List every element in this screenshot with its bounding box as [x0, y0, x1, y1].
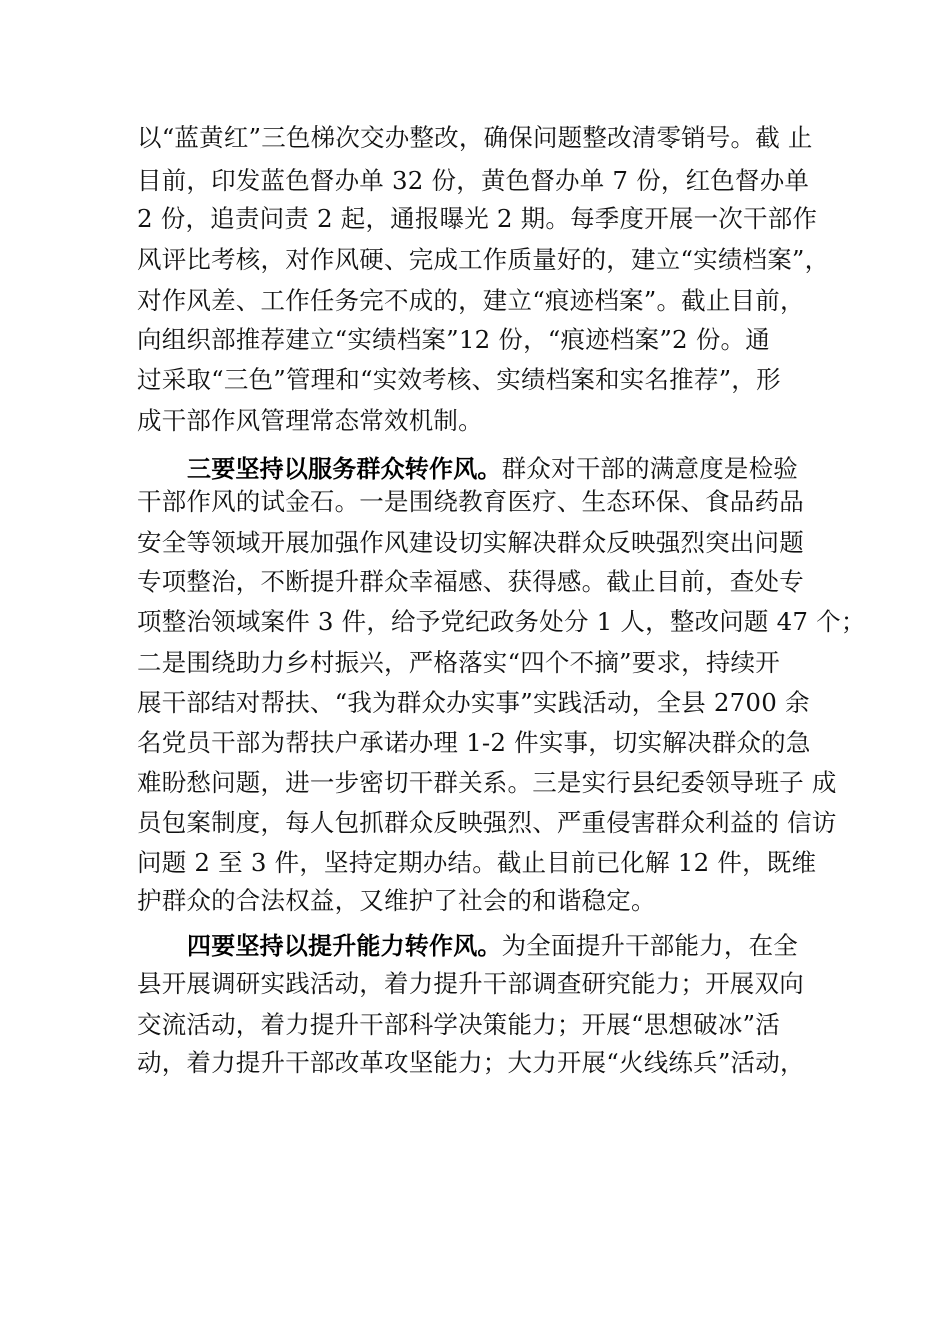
paragraph-2-line-2: 安全等领域开展加强作风建设切实解决群众反映强烈突出问题 [137, 528, 804, 557]
paragraph-1-line-6: 向组织部推荐建立“实绩档案”12 份，“痕迹档案”2 份。通 [137, 325, 770, 354]
paragraph-3-line-1: 县开展调研实践活动，着力提升干部调查研究能力；开展双向 [137, 969, 804, 998]
paragraph-2-line-9: 员包案制度，每人包抓群众反映强烈、严重侵害群众利益的 信访 [137, 808, 837, 837]
paragraph-3-line-3: 动，着力提升干部改革攻坚能力；大力开展“火线练兵”活动， [137, 1048, 805, 1077]
paragraph-1-line-8: 成干部作风管理常态常效机制。 [137, 406, 483, 435]
paragraph-1-line-5: 对作风差、工作任务完不成的，建立“痕迹档案”。截止目前， [137, 286, 805, 315]
paragraph-2-line-3: 专项整治，不断提升群众幸福感、获得感。截止目前，查处专 [137, 567, 804, 596]
paragraph-2-first-line [187, 452, 798, 486]
paragraph-2-line-6: 展干部结对帮扶、“我为群众办实事”实践活动，全县 2700 余 [137, 688, 810, 717]
paragraph-2-first-line-text: 群众对干部的满意度是检验 [501, 454, 799, 483]
paragraph-2-line-5: 二是围绕助力乡村振兴，严格落实“四个不摘”要求，持续开 [137, 648, 780, 677]
paragraph-2-line-8: 难盼愁问题，进一步密切干群关系。三是实行县纪委领导班子 成 [137, 768, 837, 797]
paragraph-2-heading: 三要坚持以服务群众转作风。 [187, 455, 502, 483]
paragraph-1-line-1: 以“蓝黄红”三色梯次交办整改，确保问题整改清零销号。截 止 [137, 123, 813, 152]
paragraph-1-line-4: 风评比考核，对作风硬、完成工作质量好的，建立“实绩档案”， [137, 245, 830, 274]
paragraph-2-line-11: 护群众的合法权益，又维护了社会的和谐稳定。 [137, 886, 656, 915]
paragraph-3-first-line [187, 929, 798, 963]
paragraph-2-line-10: 问题 2 至 3 件，坚持定期办结。截止目前已化解 12 件，既维 [137, 848, 817, 877]
paragraph-2-line-4: 项整治领域案件 3 件，给予党纪政务处分 1 人，整改问题 47 个； [137, 607, 866, 636]
paragraph-3-line-2: 交流活动，着力提升干部科学决策能力；开展“思想破冰”活 [137, 1010, 780, 1039]
paragraph-3-heading: 四要坚持以提升能力转作风。 [187, 932, 502, 960]
paragraph-1-line-3: 2 份，追责问责 2 起，通报曝光 2 期。每季度开展一次干部作 [137, 204, 818, 233]
paragraph-2-line-1: 干部作风的试金石。一是围绕教育医疗、生态环保、食品药品 [137, 487, 804, 516]
paragraph-1-line-7: 过采取“三色”管理和“实效考核、实绩档案和实名推荐”，形 [137, 365, 781, 394]
paragraph-2-line-7: 名党员干部为帮扶户承诺办理 1-2 件实事，切实解决群众的急 [137, 728, 811, 757]
paragraph-3-first-line-text: 为全面提升干部能力，在全 [501, 931, 799, 960]
paragraph-1-line-2: 目前，印发蓝色督办单 32 份，黄色督办单 7 份，红色督办单 [137, 166, 810, 195]
